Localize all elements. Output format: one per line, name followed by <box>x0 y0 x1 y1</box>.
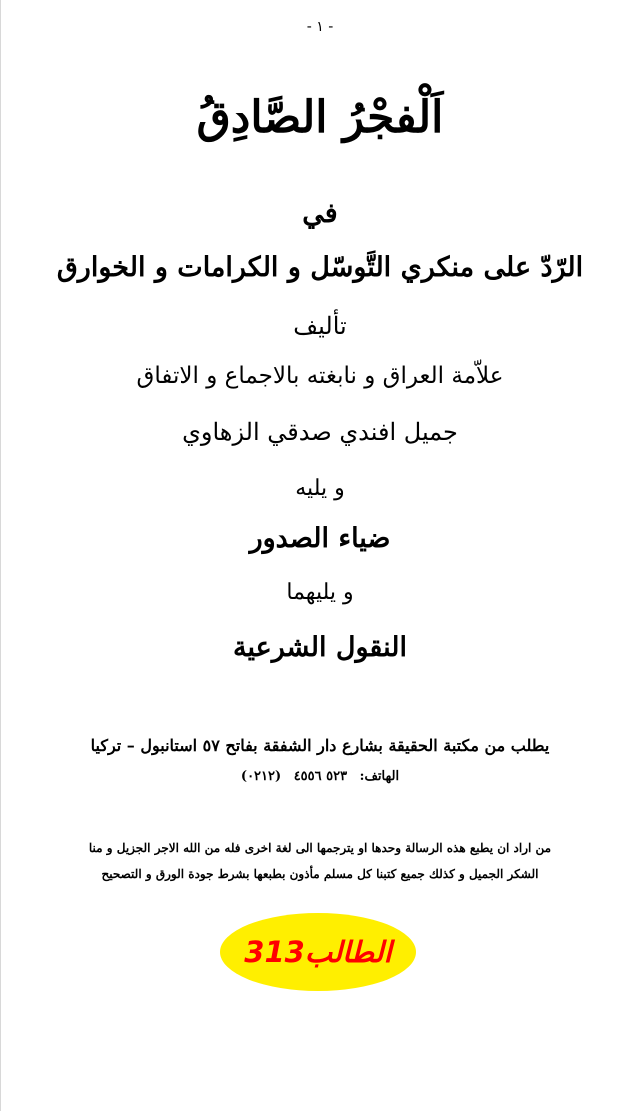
author-name: جميل افندي صدقي الزهاوي <box>182 418 458 446</box>
following-title-2: النقول الشرعية <box>233 632 407 663</box>
permission-notice-line-2: الشكر الجميل و كذلك جميع كتبنا كل مسلم مأذون بطبعها بشرط جودة الورق و التصحيح <box>101 867 539 881</box>
phone-number: ٥٢٣ ٤٥٥٦ <box>293 769 348 784</box>
book-subtitle: الرّدّ على منكري التَّوسّل و الكرامات و الخوارق <box>56 252 584 283</box>
author-label: تأليف <box>293 312 347 340</box>
permission-notice-line-1: من اراد ان يطبع هذه الرسالة وحدها او يترجمها الى لغة اخرى فله من الله الاجر الجزيل و منا <box>88 841 552 855</box>
title-preposition: في <box>302 198 338 229</box>
publisher-phone <box>1 770 638 783</box>
following-connector-1: و يليه <box>295 476 345 501</box>
book-title: اَلْفجْرُ الصَّادِقُ <box>196 92 444 143</box>
watermark-stamp: الطالب313 <box>220 913 416 991</box>
publisher-address: يطلب من مكتبة الحقيقة بشارع دار الشفقة بفاتح ٥٧ استانبول – تركيا <box>90 736 550 755</box>
phone-code: (٠٢١٢) <box>240 769 282 784</box>
page-number: - ١ - <box>306 19 334 35</box>
following-connector-2: و يليهما <box>286 580 354 605</box>
following-title-1: ضياء الصدور <box>249 523 391 554</box>
author-description: علاّمة العراق و نابغته بالاجماع و الاتفاق <box>136 363 504 389</box>
phone-label: الهاتف: <box>359 769 400 784</box>
